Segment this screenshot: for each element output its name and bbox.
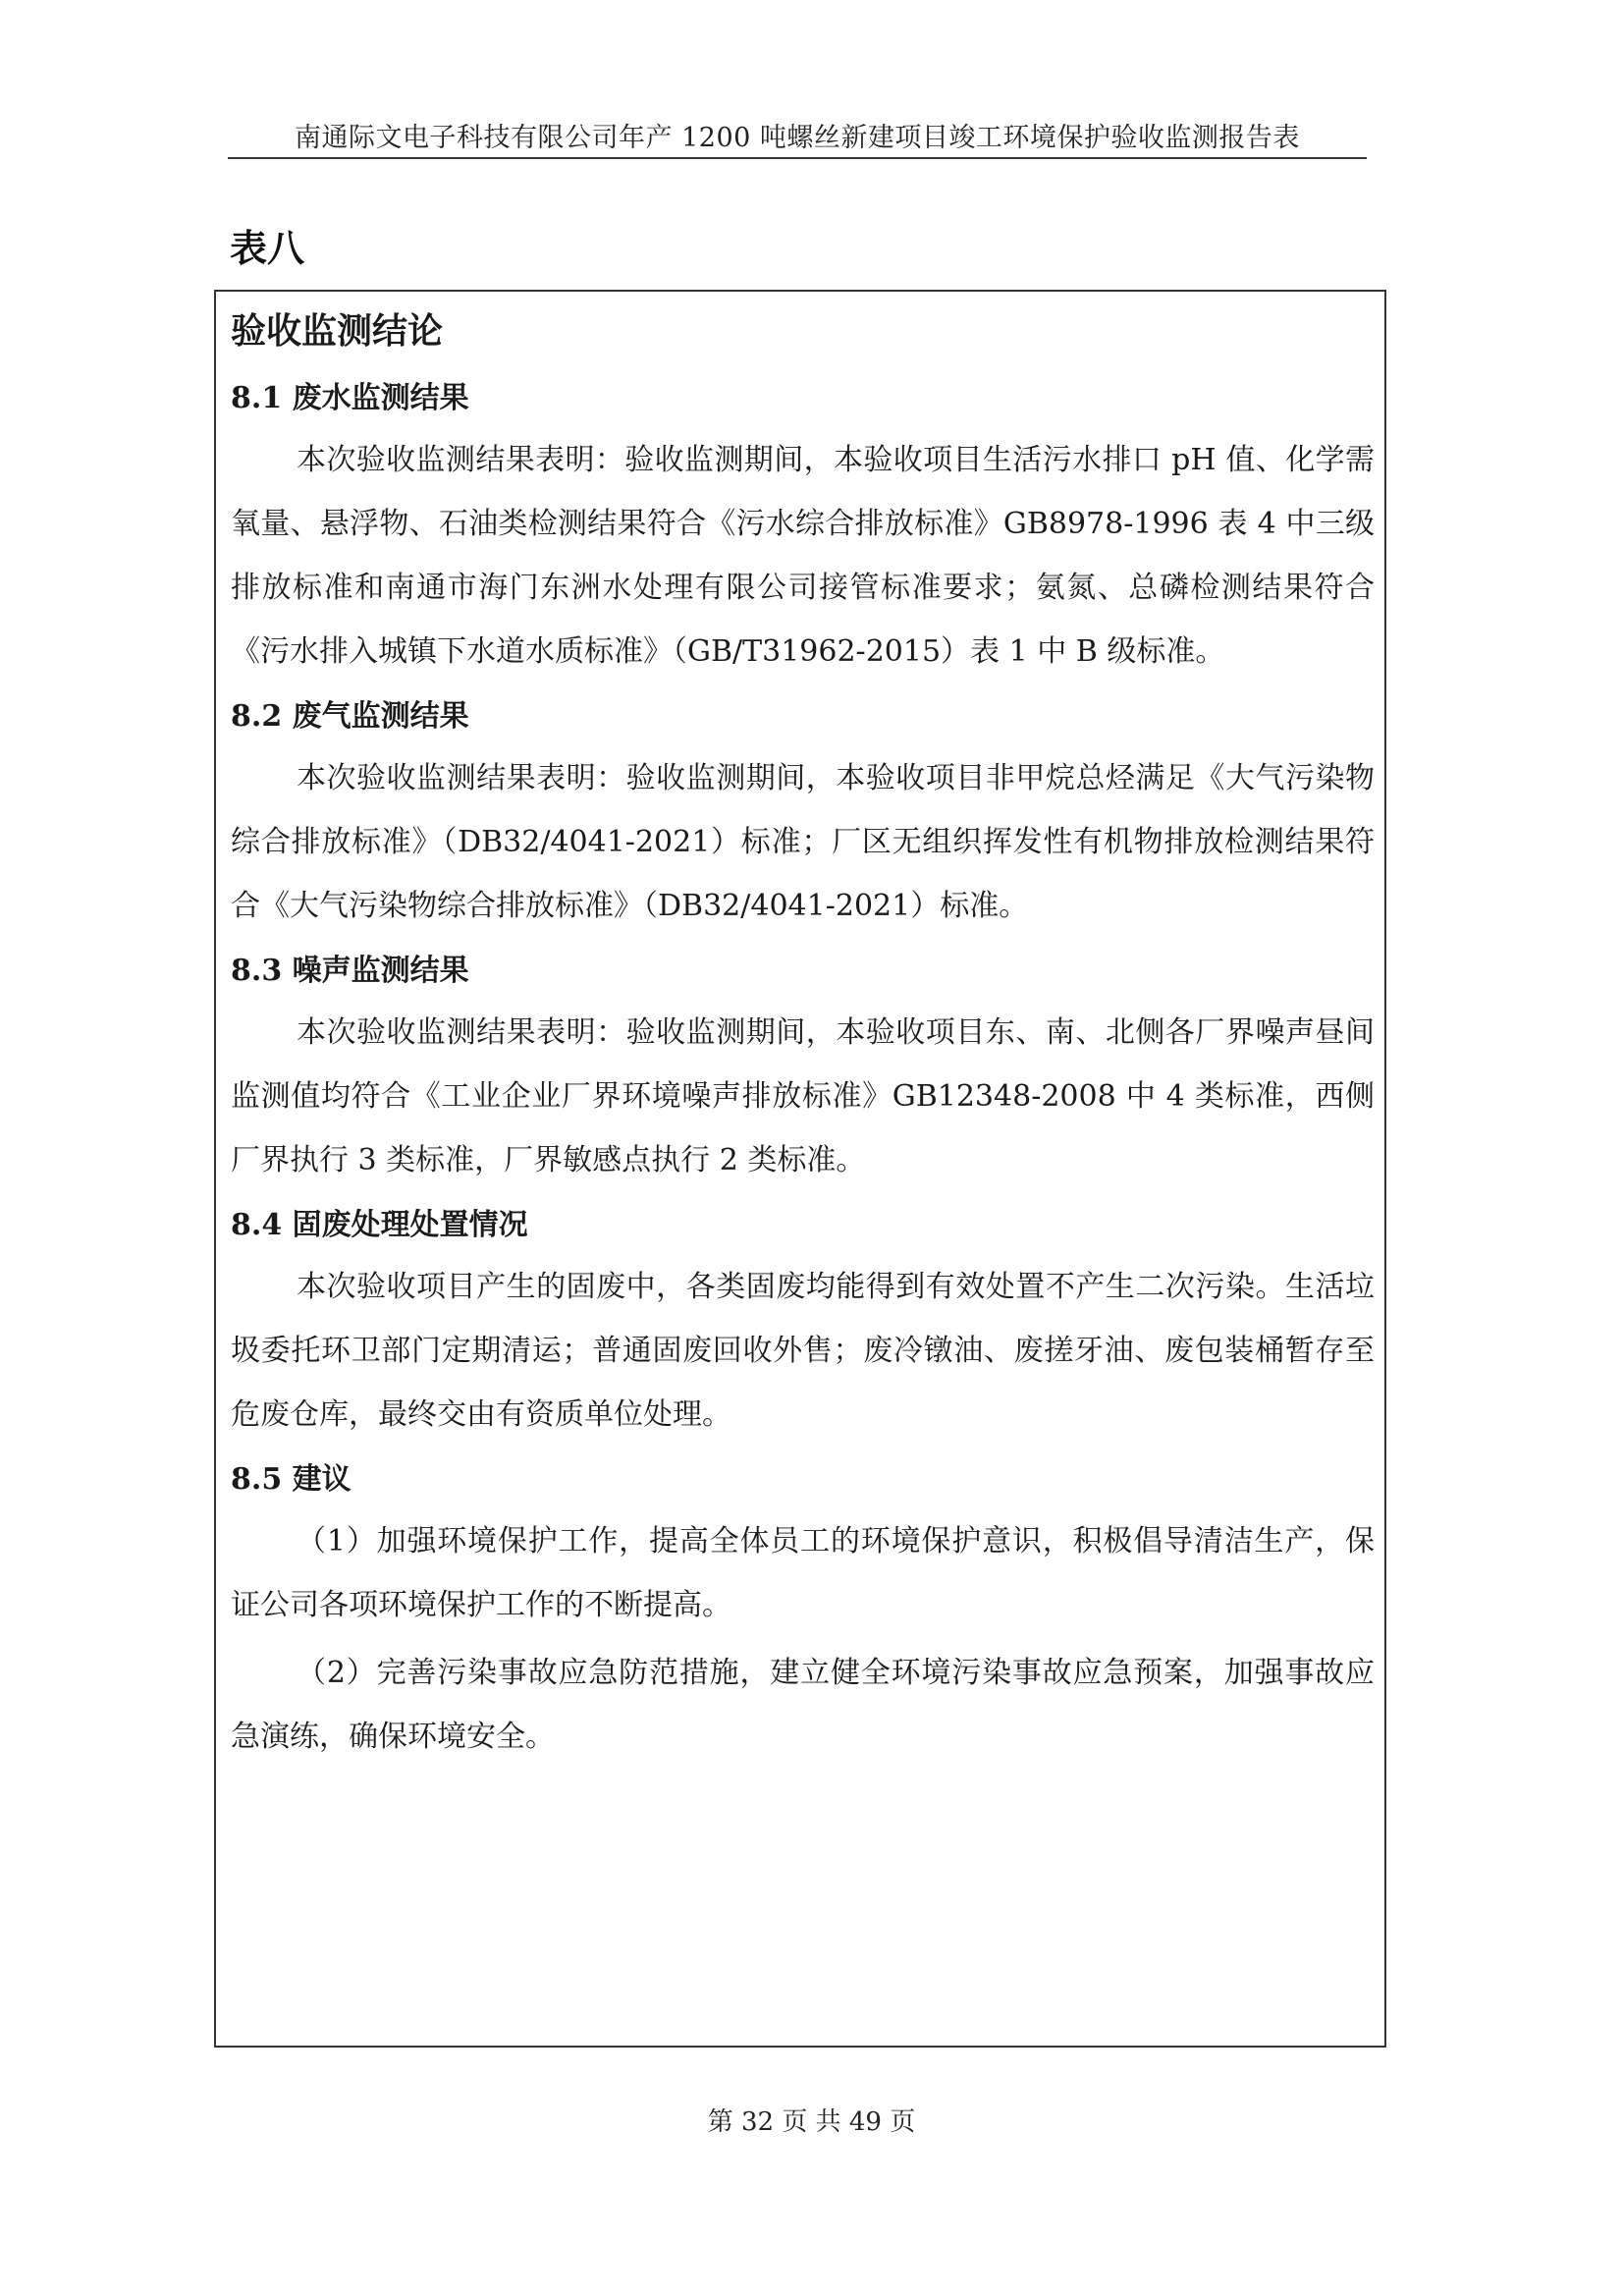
section-wastewater [231, 369, 1375, 683]
section-heading: 8.1 废水监测结果 [231, 381, 469, 415]
page-header: 南通际文电子科技有限公司年产 1200 吨螺丝新建项目竣工环境保护验收监测报告表 [295, 123, 1300, 153]
conclusion-title: 验收监测结论 [231, 311, 444, 352]
section-heading: 8.3 噪声监测结果 [231, 954, 469, 988]
section-heading: 8.2 废气监测结果 [231, 699, 469, 734]
section-paragraph: 本次验收监测结果表明：验收监测期间，本验收项目非甲烷总烃满足《大气污染物综合排放标准》（DB32/4041-2021）标准；厂区无组织挥发性有机物排放检测结果符合《大气污染物综合排放标准》（DB32/4041-2021）标准。 [231, 761, 1375, 923]
header-divider [228, 157, 1367, 159]
section-noise [231, 942, 1375, 1192]
table-title: 表八 [230, 227, 305, 270]
section-paragraph: 本次验收项目产生的固废中，各类固废均能得到有效处置不产生二次污染。生活垃圾委托环卫部门定期清运；普通固废回收外售；废冷镦油、废搓牙油、废包装桶暂存至危废仓库，最终交由有资质单位处理。 [231, 1270, 1375, 1432]
section-exhaust-gas [231, 687, 1375, 938]
section-paragraph: 本次验收监测结果表明：验收监测期间，本验收项目东、南、北侧各厂界噪声昼间监测值均符合《工业企业厂界环境噪声排放标准》GB12348-2008 中 4 类标准，西侧厂界执行 3 类标准，厂界敏感点执行 2 类标准。 [231, 1015, 1375, 1177]
section-heading: 8.4 固废处理处置情况 [231, 1208, 528, 1242]
section-paragraph: 本次验收监测结果表明：验收监测期间，本验收项目生活污水排口 pH 值、化学需氧量、悬浮物、石油类检测结果符合《污水综合排放标准》GB8978-1996 表 4 中三级排放标准和南通市海门东洲水处理有限公司接管标准要求；氨氮、总磷检测结果符合《污水排入城镇下水道水质标准》（GB/T31962-2015）表 1 中 B 级标准。 [231, 443, 1375, 669]
suggestion-item: （1）加强环境保护工作，提高全体员工的环境保护意识，积极倡导清洁生产，保证公司各项环境保护工作的不断提高。 [231, 1524, 1375, 1622]
conclusion-content [231, 302, 1375, 1773]
page-number: 第 32 页 共 49 页 [707, 2107, 916, 2137]
suggestion-item: （2）完善污染事故应急防范措施，建立健全环境污染事故应急预案，加强事故应急演练，确保环境安全。 [231, 1656, 1375, 1754]
section-suggestions [231, 1450, 1375, 1769]
section-heading: 8.5 建议 [231, 1462, 352, 1497]
section-solid-waste [231, 1196, 1375, 1447]
